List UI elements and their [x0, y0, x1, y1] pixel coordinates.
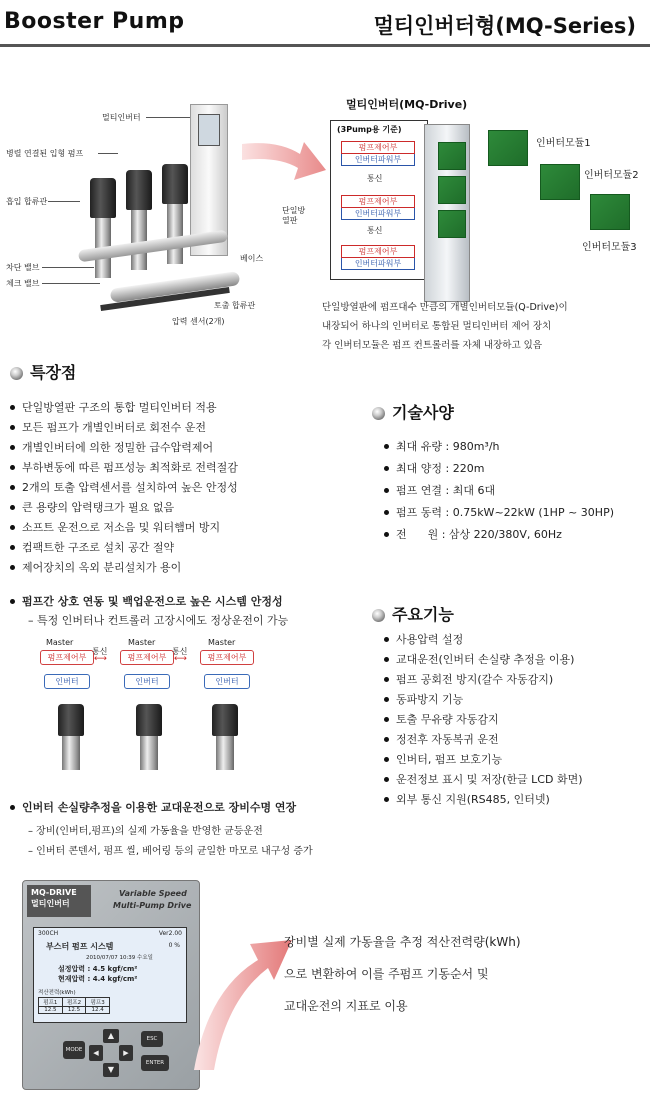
- panel-board-2: [438, 176, 466, 204]
- lcd-date: 2010/07/07 10:39 수요일: [86, 955, 153, 961]
- label-multi-inverter: 멀티인버터: [102, 113, 141, 122]
- feature-item: 개별인버터에 의한 정밀한 급수압력제어: [8, 438, 308, 458]
- master-3-control: 펌프제어부: [200, 650, 254, 665]
- pump-body-3: [167, 204, 183, 264]
- left-arrow-icon: ◀: [93, 1049, 99, 1057]
- stability-title: 펌프간 상호 연동 및 백업운전으로 높은 시스템 안정성: [8, 594, 283, 610]
- lcd-pump-header: 펌프2: [63, 997, 87, 1007]
- lcd-title: 부스터 펌프 시스템: [46, 942, 114, 951]
- master-1-control: 펌프제어부: [40, 650, 94, 665]
- spec-item: 펌프 연결 : 최대 6대: [382, 480, 642, 502]
- master-2-label: Master: [128, 638, 156, 647]
- lcd-version: Ver2.00: [158, 930, 182, 937]
- master-1-inverter: 인버터: [44, 674, 90, 689]
- panel-board-1: [438, 142, 466, 170]
- bottom-line-1: 장비별 실제 가동율을 추정 적산전력량(kWh): [284, 935, 521, 949]
- right-arrow-icon: ▶: [123, 1049, 129, 1057]
- mq-desc-line-2: 내장되어 하나의 인버터로 통합된 멀티인버터 제어 장치: [322, 321, 552, 332]
- pump-image-2-body: [140, 736, 158, 770]
- feature-item: 제어장치의 옥외 분리설치가 용이: [8, 558, 308, 578]
- function-item: 동파방지 기능: [382, 690, 642, 710]
- comm-2-label: 통신: [172, 647, 188, 656]
- unit-3-control: 펌프제어부: [341, 245, 415, 258]
- spec-item: 전 원 : 삼상 220/380V, 60Hz: [382, 524, 642, 546]
- mq-basis-label: (3Pump용 기준): [337, 125, 402, 134]
- label-discharge-header: 토출 합류관: [214, 301, 256, 310]
- features-heading: [10, 360, 76, 383]
- lcd-screen: [33, 927, 187, 1023]
- esc-button[interactable]: [141, 1031, 163, 1047]
- features-list: [8, 398, 308, 578]
- lcd-pump-value: 12.5: [63, 1007, 87, 1014]
- function-item: 정전후 자동복귀 운전: [382, 730, 642, 750]
- rotation-title: 인버터 손실량추정을 이용한 교대운전으로 장비수명 연장: [8, 800, 296, 816]
- panel-brand: MQ-DRIVE: [31, 888, 77, 897]
- master-2-inverter: 인버터: [124, 674, 170, 689]
- mq-drive-description: [322, 298, 646, 355]
- functions-title: 주요기능: [392, 605, 454, 624]
- lcd-pump-value: 12.4: [86, 1007, 110, 1014]
- lcd-cur-pressure: 현재압력 : 4.4 kgf/cm²: [58, 975, 138, 983]
- unit-2-control: 펌프제어부: [341, 195, 415, 208]
- feature-item: 단일방열판 구조의 통합 멀티인버터 적용: [8, 398, 308, 418]
- pump-motor-1: [90, 178, 116, 218]
- functions-list: [382, 630, 642, 810]
- cabinet-display: [198, 114, 220, 146]
- page-header: [0, 0, 650, 46]
- header-divider: [0, 44, 650, 47]
- arrow-to-bottom-text: [188, 930, 298, 1080]
- spec-item: 펌프 동력 : 0.75kW~22kW (1HP ~ 30HP): [382, 502, 642, 524]
- comm-1-label: 통신: [92, 647, 108, 656]
- left-arrow-button[interactable]: [89, 1045, 103, 1061]
- esc-button-label: ESC: [146, 1036, 158, 1042]
- bottom-line-3: 교대운전의 지표로 이용: [284, 999, 408, 1013]
- inverter-module-3-image: [590, 194, 630, 230]
- bottom-description: [284, 926, 646, 1022]
- functions-heading: [372, 602, 454, 625]
- feature-item: 부하변동에 따른 펌프성능 최적화로 전력절감: [8, 458, 308, 478]
- unit-2-power: 인버터파워부: [341, 208, 415, 220]
- mq-comm-1: 통신: [367, 174, 383, 183]
- pump-image-2-motor: [136, 704, 162, 736]
- enter-button[interactable]: [141, 1055, 169, 1071]
- function-item: 토출 무유량 자동감지: [382, 710, 642, 730]
- mq-drive-diagram: [330, 120, 428, 280]
- feature-item: 컴팩트한 구조로 설치 공간 절약: [8, 538, 308, 558]
- function-item: 외부 통신 지원(RS485, 인터넷): [382, 790, 642, 810]
- panel-board-3: [438, 210, 466, 238]
- inverter-module-1-label: 인버터모듈1: [536, 138, 591, 149]
- panel-multi: Multi-Pump Drive: [113, 901, 192, 910]
- function-item: 교대운전(인버터 손실량 추정을 이용): [382, 650, 642, 670]
- arrow-to-mq-drive: [238, 132, 330, 192]
- pump-motor-2: [126, 170, 152, 210]
- master-2-control: 펌프제어부: [120, 650, 174, 665]
- bottom-line-2: 으로 변환하여 이를 주펌프 기동순서 및: [284, 967, 489, 981]
- right-arrow-button[interactable]: [119, 1045, 133, 1061]
- pump-image-3-motor: [212, 704, 238, 736]
- header-title-left: Booster Pump: [4, 9, 185, 34]
- features-title: 특장점: [30, 363, 77, 382]
- specs-title: 기술사양: [392, 403, 454, 422]
- mq-drive-control-panel: [22, 880, 200, 1090]
- panel-brand-kr: 멀티인버터: [31, 899, 70, 908]
- function-item: 운전정보 표시 및 저장(한글 LCD 화면): [382, 770, 642, 790]
- booster-pump-illustration: [0, 90, 270, 340]
- unit-1-control: 펌프제어부: [341, 141, 415, 154]
- panel-variable: Variable Speed: [119, 889, 187, 898]
- comm-1-arrow-icon: ⟷: [94, 654, 107, 664]
- inverter-module-3-label: 인버터모듈3: [582, 242, 637, 253]
- master-diagram: [40, 636, 280, 686]
- label-shutoff-valve: 차단 밸브: [6, 263, 40, 272]
- lcd-energy-label: 적산전력(kWh): [38, 990, 76, 996]
- panel-brand-box: [27, 885, 91, 917]
- inverter-module-1-image: [488, 130, 528, 166]
- label-parallel-pump: 병렬 연결된 입형 펌프: [6, 149, 84, 158]
- section-bullet-icon: [10, 367, 23, 380]
- lcd-percent: 0 %: [168, 942, 180, 949]
- down-arrow-button[interactable]: [103, 1063, 119, 1077]
- lcd-energy-table: [38, 997, 110, 1014]
- pump-image-1-motor: [58, 704, 84, 736]
- rotation-bullet: [8, 800, 296, 816]
- pump-image-3-body: [216, 736, 234, 770]
- enter-button-label: ENTER: [145, 1060, 165, 1066]
- section-bullet-icon: [372, 609, 385, 622]
- mode-button-label: MODE: [65, 1047, 83, 1053]
- mq-unit-2: [341, 195, 415, 220]
- single-panel-label: 단일방열판: [282, 206, 306, 225]
- inverter-module-2-label: 인버터모듈2: [584, 170, 639, 181]
- function-item: 인버터, 펌프 보호기능: [382, 750, 642, 770]
- mq-desc-line-3: 각 인버터모듈은 펌프 컨트롤러를 자체 내장하고 있음: [322, 340, 543, 351]
- up-arrow-button[interactable]: [103, 1029, 119, 1043]
- feature-item: 2개의 토출 압력센서를 설치하여 높은 안정성: [8, 478, 308, 498]
- master-3-inverter: 인버터: [204, 674, 250, 689]
- lcd-pump-header: 펌프3: [86, 997, 110, 1007]
- rotation-sub-2: – 인버터 콘덴서, 펌프 씰, 베어링 등의 균일한 마모로 내구성 증가: [28, 846, 313, 857]
- rotation-sub-1: – 장비(인버터,펌프)의 실제 가동율을 반영한 균등운전: [28, 826, 263, 837]
- spec-item: 최대 유량 : 980m³/h: [382, 436, 642, 458]
- label-check-valve: 체크 밸브: [6, 279, 40, 288]
- label-pressure-sensor: 압력 센서(2개): [172, 317, 225, 326]
- header-title-right: 멀티인버터형(MQ-Series): [373, 14, 636, 38]
- lcd-pump-value: 12.5: [38, 1007, 63, 1014]
- pump-motor-3: [162, 164, 188, 204]
- unit-1-power: 인버터파워부: [341, 154, 415, 166]
- master-1-label: Master: [46, 638, 74, 647]
- up-arrow-icon: ▲: [107, 1031, 115, 1040]
- mode-button[interactable]: [63, 1041, 85, 1059]
- label-base: 베이스: [240, 254, 264, 263]
- inverter-module-2-image: [540, 164, 580, 200]
- label-suction-header: 흡입 합류관: [6, 197, 48, 206]
- feature-item: 소프트 운전으로 저소음 및 워터햄머 방지: [8, 518, 308, 538]
- function-item: 사용압력 설정: [382, 630, 642, 650]
- down-arrow-icon: ▼: [107, 1065, 115, 1074]
- mq-desc-line-1: 단일방열판에 펌프대수 만큼의 개별인버터모듈(Q-Drive)이: [322, 302, 568, 313]
- spec-item: 최대 양정 : 220m: [382, 458, 642, 480]
- specs-list: [382, 436, 642, 546]
- feature-item: 모든 펌프가 개별인버터로 회전수 운전: [8, 418, 308, 438]
- mq-comm-2: 통신: [367, 226, 383, 235]
- feature-item: 큰 용량의 압력탱크가 필요 없음: [8, 498, 308, 518]
- mq-unit-3: [341, 245, 415, 270]
- stability-bullet: [8, 594, 283, 610]
- lcd-code: 300CH: [38, 930, 59, 937]
- mq-unit-1: [341, 141, 415, 166]
- stability-sub: – 특정 인버터나 컨트롤러 고장시에도 정상운전이 가능: [28, 614, 289, 627]
- pump-image-1-body: [62, 736, 80, 770]
- section-bullet-icon: [372, 407, 385, 420]
- lcd-pump-header: 펌프1: [38, 997, 63, 1007]
- lcd-set-pressure: 설정압력 : 4.5 kgf/cm²: [58, 965, 138, 973]
- master-3-label: Master: [208, 638, 236, 647]
- function-item: 펌프 공회전 방지(갈수 자동감지): [382, 670, 642, 690]
- specs-heading: [372, 400, 454, 423]
- comm-2-arrow-icon: ⟷: [174, 654, 187, 664]
- unit-3-power: 인버터파워부: [341, 258, 415, 270]
- mq-drive-title: 멀티인버터(MQ-Drive): [346, 98, 468, 111]
